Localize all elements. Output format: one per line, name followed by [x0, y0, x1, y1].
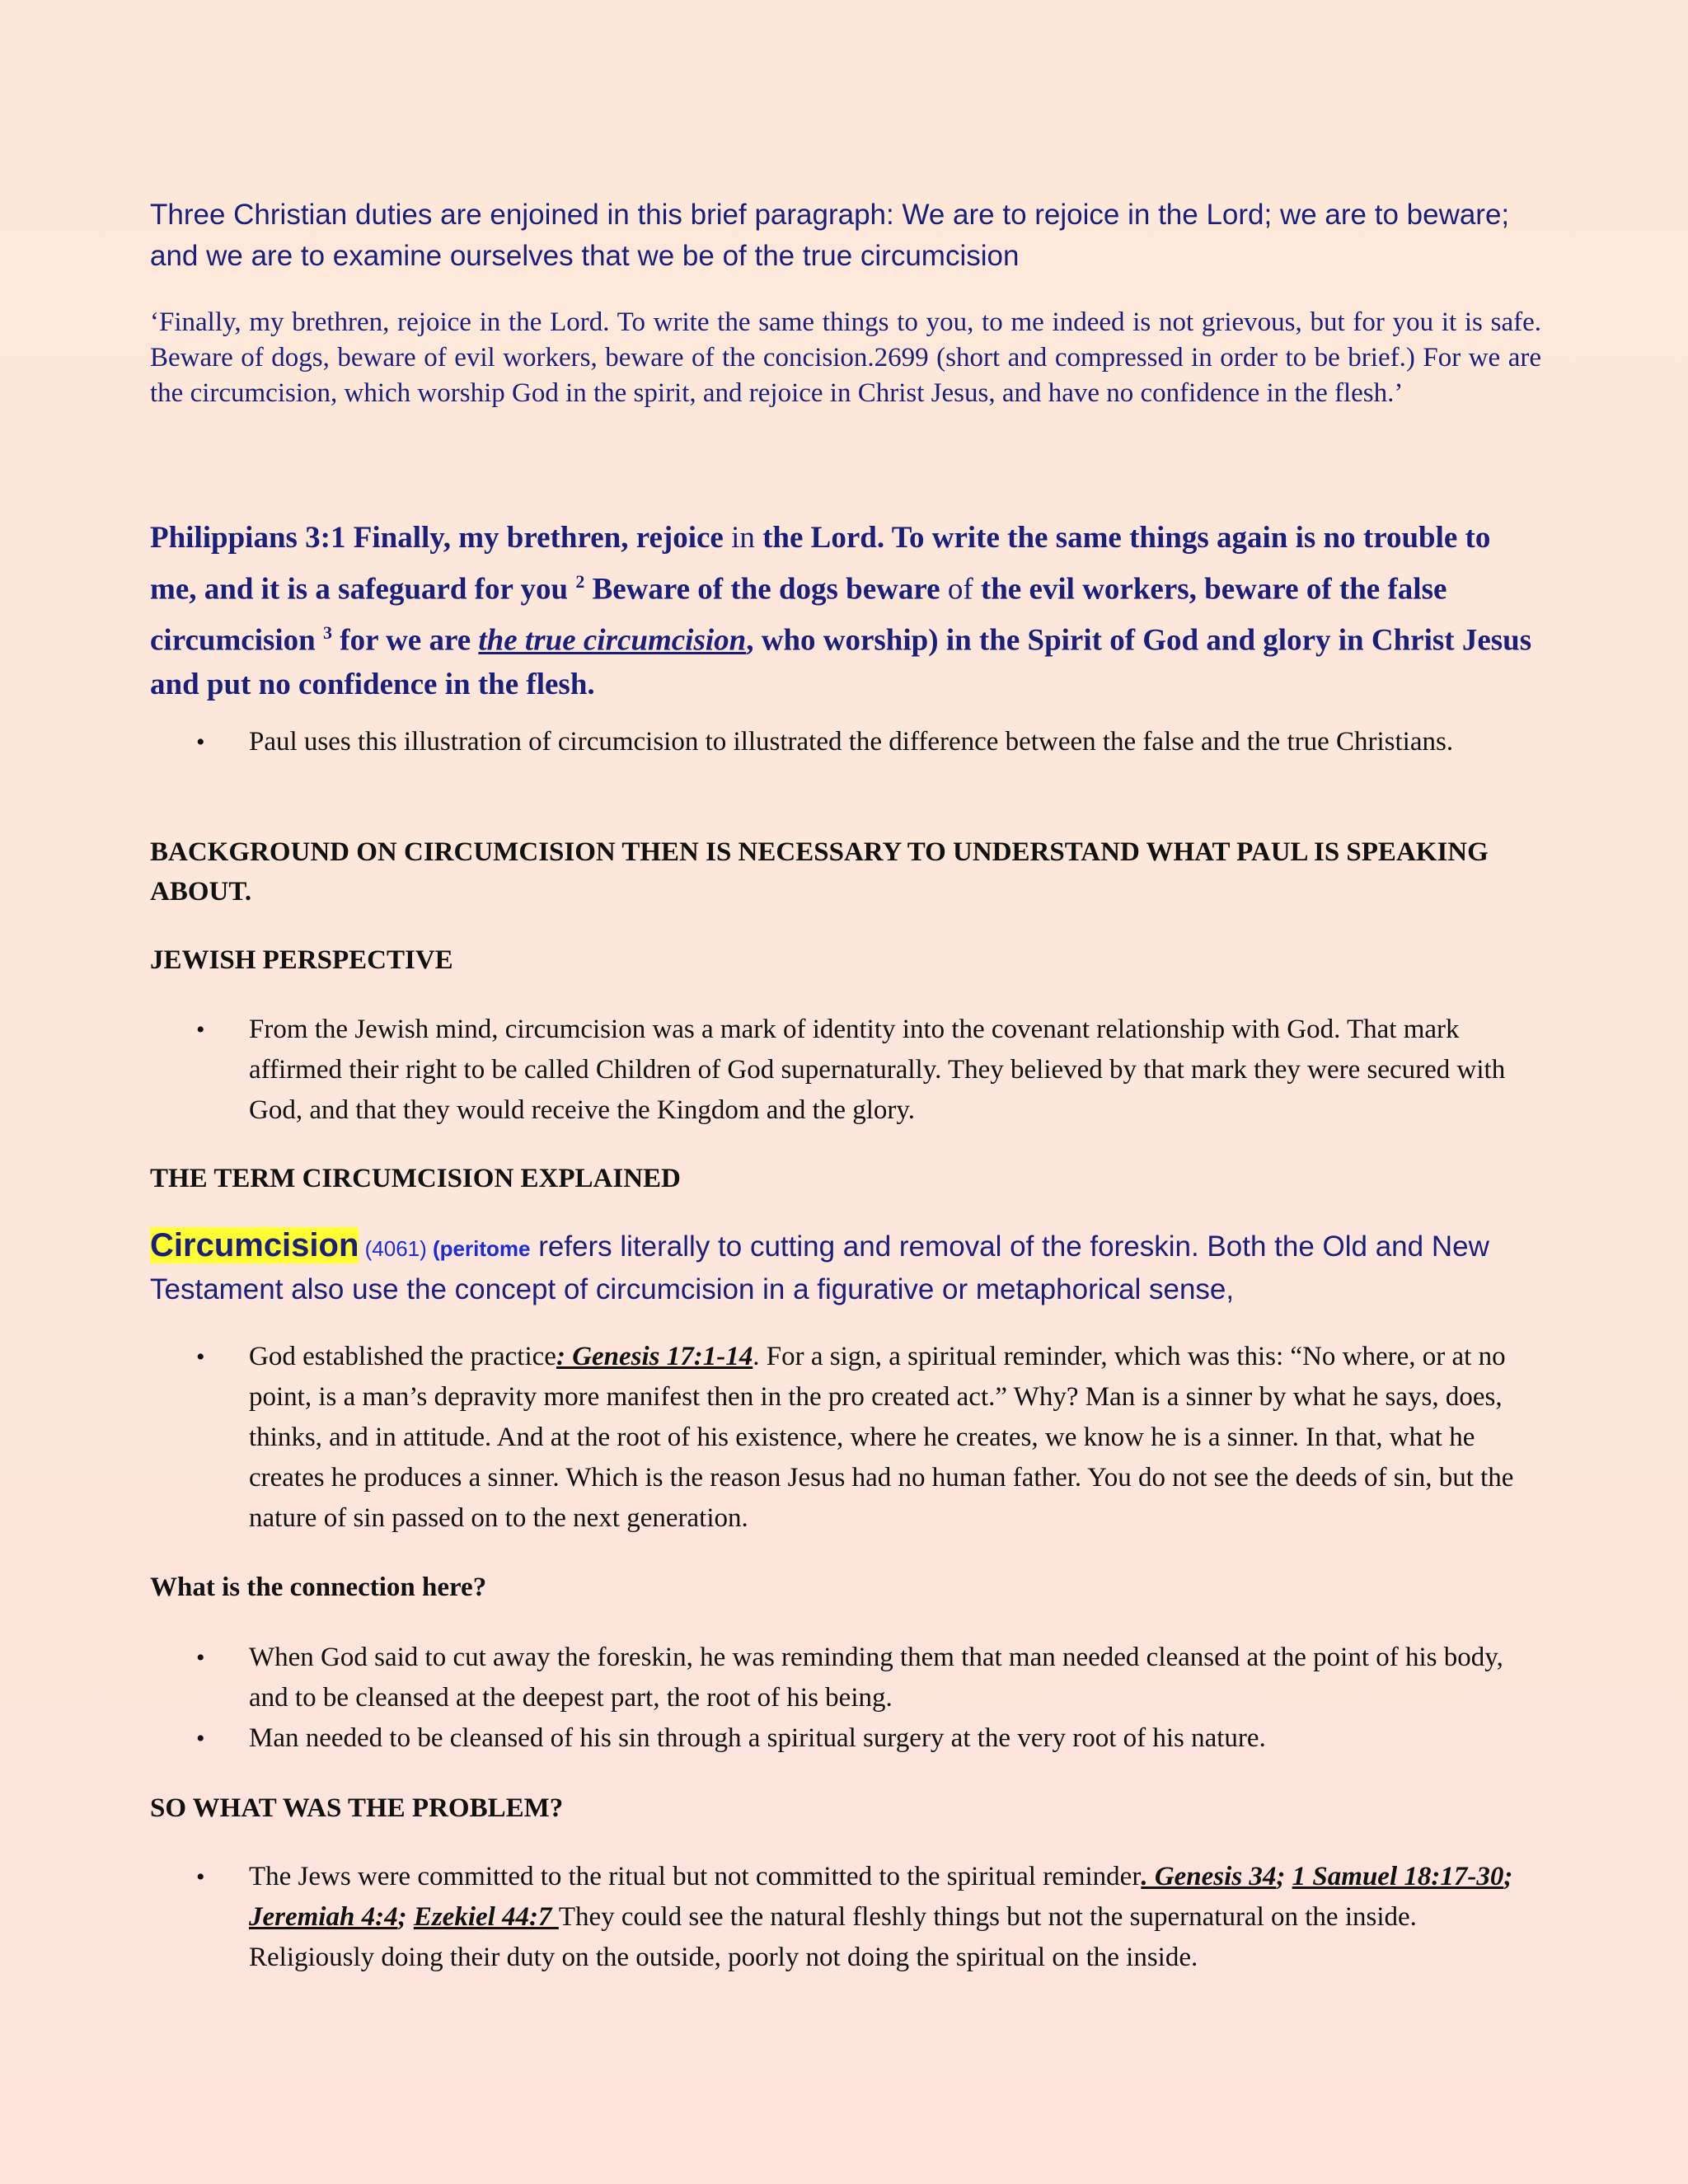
definition-text: refers literally to cutting and removal of the foreskin. Both the Old and New Testament also use the concept of circumcision in a figurative or metaphorical sense,: [150, 1230, 1489, 1305]
bullet-list-god-established: [150, 1337, 1541, 1539]
bullet-list-problem: [150, 1857, 1541, 1978]
heading-jewish-perspective: JEWISH PERSPECTIVE: [150, 945, 453, 975]
list-item: • Man needed to be cleansed of his sin through a spiritual surgery at the very root of his nature.: [150, 1718, 1541, 1759]
text-part: . For a sign, a spiritual reminder, which was this: “No where, or at no point, is a man’s depravity more manifest then in the pro created act.” Why? Man is a sinner by what he says, does, thinks, and in attitude. And at the root of his existence, where he creates, we know he is a sinner. In that, what he creates he produces a sinner. Which is the reason Jesus had no human father. You do not see the deeds of sin, but the nature of sin passed on to the next generation.: [249, 1342, 1514, 1533]
scripture-reference: . Genesis 34: [1141, 1862, 1277, 1891]
text-part: ;: [397, 1902, 414, 1932]
kjv-quote: ‘Finally, my brethren, rejoice in the Lord. To write the same things to you, to me indeed is not grievous, but for you it is safe. Beware of dogs, beware of evil workers, beware of the concision.2699 (short and compressed in order to be brief.) For we are the circumcision, which worship God in the spirit, and rejoice in Christ Jesus, and have no confidence in the flesh.’: [150, 307, 1541, 408]
bullet-list-jewish: [150, 1010, 1541, 1131]
verse-number: 3: [323, 622, 332, 644]
list-item: • When God said to cut away the foreskin, he was reminding them that man needed cleansed at the point of his body, and to be cleansed at the deepest part, the root of his being.: [150, 1638, 1541, 1718]
scripture-part: for we are: [332, 623, 479, 658]
scripture-reference: Ezekiel 44:7: [413, 1902, 559, 1932]
scripture-part: Beware of the dogs beware: [584, 572, 940, 607]
intro-paragraph: Three Christian duties are enjoined in this brief paragraph: We are to rejoice in the Lord; we are to beware; and we are to examine ourselves that we be of the true circumcision: [150, 199, 1510, 272]
list-item: [150, 1337, 1541, 1539]
heading-background: BACKGROUND ON CIRCUMCISION THEN IS NECESSARY TO UNDERSTAND WHAT PAUL IS SPEAKING ABOUT.: [150, 837, 1489, 907]
scripture-part: of: [940, 572, 981, 607]
true-circumcision-emphasis: the true circumcision: [478, 623, 747, 658]
text-part: They could see the natural fleshly things but not the supernatural on the inside. Religiously doing their duty on the outside, poorly not doing the spiritual on the inside.: [249, 1902, 1417, 1972]
text-part: God established the practice: [249, 1342, 556, 1371]
list-item: [150, 1857, 1541, 1978]
text-part: ;: [1276, 1862, 1292, 1891]
bullet-list-paul: [150, 722, 1541, 762]
heading-connection: What is the connection here?: [150, 1572, 487, 1602]
highlighted-term: Circumcision: [150, 1227, 359, 1263]
greek-word: (peritome: [433, 1236, 531, 1261]
scripture-reference: Jeremiah 4:4: [249, 1902, 398, 1932]
scripture-part: the evil workers, beware of the false circumcision: [150, 572, 1447, 658]
scripture-part: in: [723, 521, 763, 555]
strongs-number: (4061): [359, 1236, 434, 1261]
scripture-reference: 1 Samuel 18:17-30: [1292, 1862, 1504, 1891]
scripture-reference: : Genesis 17:1-14: [556, 1342, 753, 1371]
list-item: • From the Jewish mind, circumcision was a mark of identity into the covenant relationship with God. That mark affirmed their right to be called Children of God supernaturally. They believed by that mark they were secured with God, and that they would receive the Kingdom and the glory.: [150, 1010, 1541, 1131]
scripture-passage: [150, 516, 1541, 706]
list-item: • Paul uses this illustration of circumcision to illustrated the difference between the false and the true Christians.: [150, 722, 1541, 762]
bullet-list-connection: [150, 1638, 1541, 1759]
text-part: ;: [1503, 1862, 1513, 1891]
verse-number: 2: [575, 571, 585, 592]
scripture-part: , who worship) in the Spirit of God and glory in Christ Jesus and put no confidence in the flesh.: [150, 623, 1532, 701]
circumcision-definition: [150, 1225, 1541, 1310]
text-part: The Jews were committed to the ritual but not committed to the spiritual reminder: [249, 1862, 1142, 1891]
scripture-part: the Lord. To write the same things again is no trouble to me, and it is a safeguard for you: [150, 521, 1491, 607]
heading-problem: SO WHAT WAS THE PROBLEM?: [150, 1793, 564, 1823]
heading-term-explained: THE TERM CIRCUMCISION EXPLAINED: [150, 1164, 681, 1193]
scripture-part: Philippians 3:1 Finally, my brethren, rejoice: [150, 521, 724, 555]
